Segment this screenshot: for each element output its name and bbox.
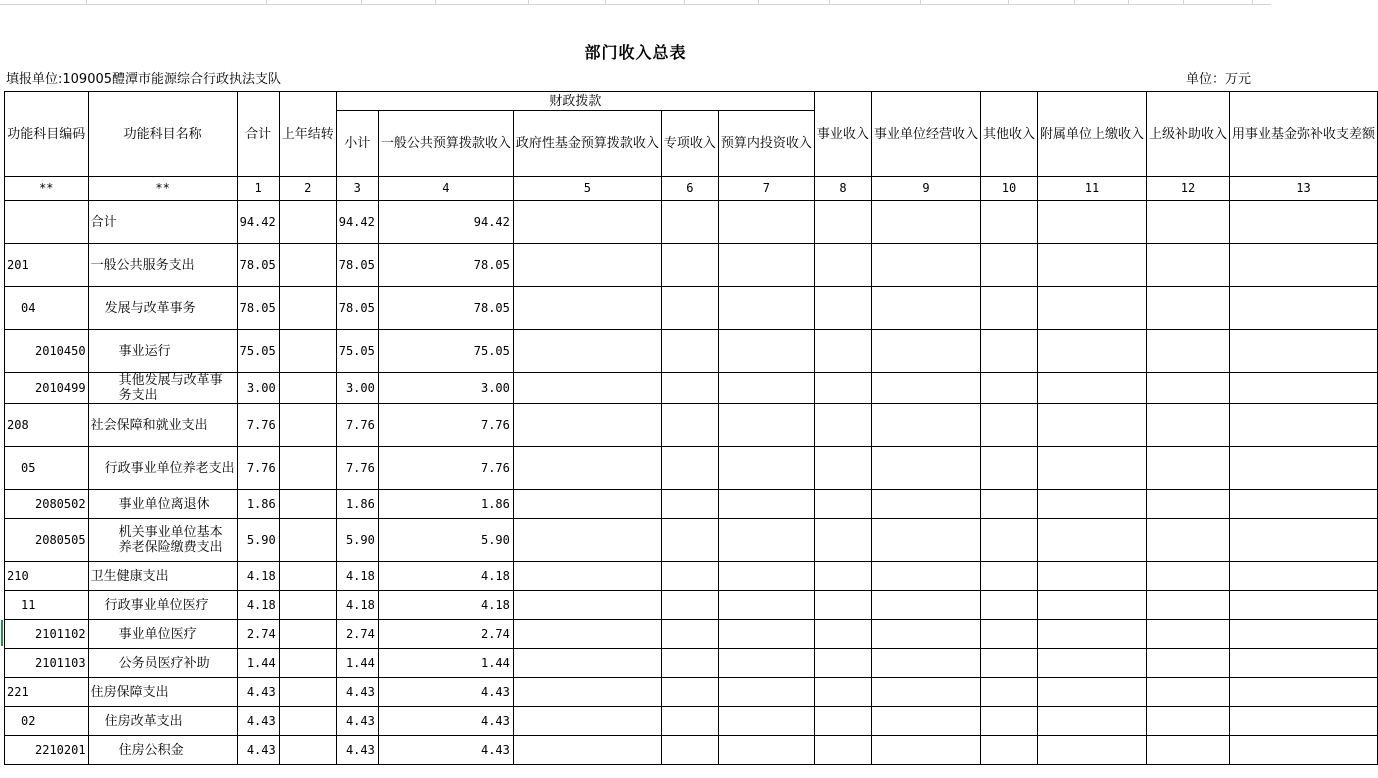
superior-cell[interactable] [1146,736,1229,765]
other-cell[interactable] [980,591,1037,620]
other-cell[interactable] [980,404,1037,447]
table-row[interactable] [5,447,1378,490]
superior-cell[interactable] [1146,330,1229,373]
business-cell[interactable] [814,330,871,373]
general-budget-cell[interactable]: 7.76 [378,447,513,490]
operating-cell[interactable] [871,678,980,707]
business-cell[interactable] [814,287,871,330]
business-cell[interactable] [814,447,871,490]
header-carryover: 上年结转 [279,92,336,177]
header-special: 专项收入 [661,111,718,177]
carryover-cell[interactable] [279,373,336,404]
header-budget-invest: 预算内投资收入 [718,111,814,177]
code-cell[interactable]: 201 [5,244,89,287]
index-cell: 13 [1230,177,1378,201]
superior-cell[interactable] [1146,404,1229,447]
subtotal-cell[interactable]: 1.44 [336,649,378,678]
header-general-budget: 一般公共预算拨款收入 [378,111,513,177]
general-budget-cell[interactable]: 4.43 [378,736,513,765]
affiliate-cell[interactable] [1037,620,1146,649]
affiliate-cell[interactable] [1037,591,1146,620]
index-cell: 6 [661,177,718,201]
operating-cell[interactable] [871,707,980,736]
header-other: 其他收入 [980,92,1037,177]
business-cell[interactable] [814,201,871,244]
subtotal-cell[interactable]: 2.74 [336,620,378,649]
gov-fund-cell[interactable] [513,447,661,490]
total-cell[interactable]: 4.18 [237,562,279,591]
business-cell[interactable] [814,490,871,519]
code-cell[interactable]: 210 [5,562,89,591]
general-budget-cell[interactable]: 4.18 [378,591,513,620]
superior-cell[interactable] [1146,519,1229,562]
table-row[interactable] [5,620,1378,649]
filing-unit: 填报单位:109005醴潭市能源综合行政执法支队 [6,72,282,87]
gov-fund-cell[interactable] [513,490,661,519]
budget-invest-cell[interactable] [718,678,814,707]
other-cell[interactable] [980,447,1037,490]
carryover-cell[interactable] [279,490,336,519]
header-subtotal: 小计 [336,111,378,177]
other-cell[interactable] [980,490,1037,519]
budget-invest-cell[interactable] [718,649,814,678]
total-cell[interactable]: 75.05 [237,330,279,373]
operating-cell[interactable] [871,519,980,562]
gov-fund-cell[interactable] [513,620,661,649]
special-cell[interactable] [661,244,718,287]
affiliate-cell[interactable] [1037,562,1146,591]
total-cell[interactable]: 1.44 [237,649,279,678]
affiliate-cell[interactable] [1037,201,1146,244]
subtotal-cell[interactable]: 7.76 [336,404,378,447]
fund-offset-cell[interactable] [1230,562,1378,591]
carryover-cell[interactable] [279,620,336,649]
business-cell[interactable] [814,736,871,765]
general-budget-cell[interactable]: 1.44 [378,649,513,678]
subtotal-cell[interactable]: 78.05 [336,244,378,287]
operating-cell[interactable] [871,447,980,490]
business-cell[interactable] [814,244,871,287]
name-cell[interactable]: 机关事业单位基本养老保险缴费支出 [88,519,237,562]
other-cell[interactable] [980,736,1037,765]
table-row[interactable] [5,244,1378,287]
total-cell[interactable]: 94.42 [237,201,279,244]
index-cell: 2 [279,177,336,201]
operating-cell[interactable] [871,373,980,404]
table-row[interactable] [5,287,1378,330]
operating-cell[interactable] [871,201,980,244]
index-cell: 1 [237,177,279,201]
budget-invest-cell[interactable] [718,244,814,287]
general-budget-cell[interactable]: 78.05 [378,244,513,287]
index-cell: 4 [378,177,513,201]
code-cell[interactable]: 2210201 [5,736,89,765]
subtotal-cell[interactable]: 3.00 [336,373,378,404]
affiliate-cell[interactable] [1037,287,1146,330]
fund-offset-cell[interactable] [1230,736,1378,765]
superior-cell[interactable] [1146,201,1229,244]
table-row[interactable] [5,707,1378,736]
superior-cell[interactable] [1146,620,1229,649]
header-affiliate: 附属单位上缴收入 [1037,92,1146,177]
total-cell[interactable]: 78.05 [237,287,279,330]
special-cell[interactable] [661,201,718,244]
name-cell[interactable]: 合计 [88,201,237,244]
other-cell[interactable] [980,562,1037,591]
superior-cell[interactable] [1146,707,1229,736]
code-cell[interactable]: 2101103 [5,649,89,678]
general-budget-cell[interactable]: 75.05 [378,330,513,373]
name-cell[interactable]: 行政事业单位医疗 [88,591,237,620]
other-cell[interactable] [980,244,1037,287]
carryover-cell[interactable] [279,707,336,736]
fund-offset-cell[interactable] [1230,287,1378,330]
carryover-cell[interactable] [279,287,336,330]
index-cell: 9 [871,177,980,201]
general-budget-cell[interactable]: 2.74 [378,620,513,649]
affiliate-cell[interactable] [1037,373,1146,404]
budget-invest-cell[interactable] [718,519,814,562]
name-cell[interactable]: 事业单位离退休 [88,490,237,519]
gov-fund-cell[interactable] [513,244,661,287]
business-cell[interactable] [814,404,871,447]
table-row[interactable] [5,591,1378,620]
general-budget-cell[interactable]: 3.00 [378,373,513,404]
operating-cell[interactable] [871,404,980,447]
index-cell: ** [88,177,237,201]
carryover-cell[interactable] [279,591,336,620]
code-cell[interactable]: 02 [5,707,89,736]
budget-invest-cell[interactable] [718,373,814,404]
operating-cell[interactable] [871,244,980,287]
gov-fund-cell[interactable] [513,678,661,707]
general-budget-cell[interactable]: 7.76 [378,404,513,447]
operating-cell[interactable] [871,649,980,678]
special-cell[interactable] [661,678,718,707]
code-cell[interactable]: 2101102 [5,620,89,649]
affiliate-cell[interactable] [1037,404,1146,447]
business-cell[interactable] [814,649,871,678]
carryover-cell[interactable] [279,447,336,490]
carryover-cell[interactable] [279,519,336,562]
special-cell[interactable] [661,373,718,404]
code-cell[interactable]: 208 [5,404,89,447]
budget-invest-cell[interactable] [718,490,814,519]
name-cell[interactable]: 住房保障支出 [88,678,237,707]
budget-invest-cell[interactable] [718,330,814,373]
special-cell[interactable] [661,736,718,765]
index-cell: 8 [814,177,871,201]
subtotal-cell[interactable]: 5.90 [336,519,378,562]
other-cell[interactable] [980,330,1037,373]
carryover-cell[interactable] [279,404,336,447]
other-cell[interactable] [980,620,1037,649]
header-total: 合计 [237,92,279,177]
carryover-cell[interactable] [279,330,336,373]
operating-cell[interactable] [871,620,980,649]
total-cell[interactable]: 7.76 [237,404,279,447]
header-fiscal-group: 财政拨款 [336,92,814,111]
affiliate-cell[interactable] [1037,244,1146,287]
subtotal-cell[interactable]: 94.42 [336,201,378,244]
table-row[interactable] [5,678,1378,707]
carryover-cell[interactable] [279,736,336,765]
superior-cell[interactable] [1146,287,1229,330]
fund-offset-cell[interactable] [1230,649,1378,678]
other-cell[interactable] [980,519,1037,562]
header-operating: 事业单位经营收入 [871,92,980,177]
fund-offset-cell[interactable] [1230,490,1378,519]
affiliate-cell[interactable] [1037,736,1146,765]
general-budget-cell[interactable]: 5.90 [378,519,513,562]
special-cell[interactable] [661,707,718,736]
operating-cell[interactable] [871,591,980,620]
fund-offset-cell[interactable] [1230,678,1378,707]
total-cell[interactable]: 7.76 [237,447,279,490]
fund-offset-cell[interactable] [1230,707,1378,736]
subtotal-cell[interactable]: 4.43 [336,678,378,707]
special-cell[interactable] [661,562,718,591]
budget-invest-cell[interactable] [718,447,814,490]
index-cell: 3 [336,177,378,201]
budget-invest-cell[interactable] [718,287,814,330]
other-cell[interactable] [980,707,1037,736]
header-gov-fund: 政府性基金预算拨款收入 [513,111,661,177]
spreadsheet-column-strip [0,0,1271,5]
business-cell[interactable] [814,373,871,404]
other-cell[interactable] [980,678,1037,707]
table-row[interactable] [5,404,1378,447]
header-fund-offset: 用事业基金弥补收支差额 [1230,92,1378,177]
subtotal-cell[interactable]: 1.86 [336,490,378,519]
table-row[interactable] [5,562,1378,591]
special-cell[interactable] [661,447,718,490]
name-cell[interactable]: 住房改革支出 [88,707,237,736]
affiliate-cell[interactable] [1037,447,1146,490]
affiliate-cell[interactable] [1037,330,1146,373]
table-row[interactable] [5,490,1378,519]
superior-cell[interactable] [1146,447,1229,490]
operating-cell[interactable] [871,736,980,765]
budget-invest-cell[interactable] [718,591,814,620]
other-cell[interactable] [980,201,1037,244]
gov-fund-cell[interactable] [513,404,661,447]
business-cell[interactable] [814,591,871,620]
header-business: 事业收入 [814,92,871,177]
special-cell[interactable] [661,620,718,649]
index-cell: 5 [513,177,661,201]
fund-offset-cell[interactable] [1230,519,1378,562]
row-selection-marker [1,620,3,646]
code-cell[interactable]: 2010499 [5,373,89,404]
special-cell[interactable] [661,330,718,373]
affiliate-cell[interactable] [1037,649,1146,678]
fund-offset-cell[interactable] [1230,330,1378,373]
index-cell: 12 [1146,177,1229,201]
general-budget-cell[interactable]: 4.18 [378,562,513,591]
index-row [5,177,1378,201]
special-cell[interactable] [661,591,718,620]
business-cell[interactable] [814,562,871,591]
superior-cell[interactable] [1146,244,1229,287]
subtotal-cell[interactable]: 4.43 [336,736,378,765]
fund-offset-cell[interactable] [1230,373,1378,404]
table-row[interactable] [5,736,1378,765]
gov-fund-cell[interactable] [513,330,661,373]
superior-cell[interactable] [1146,591,1229,620]
general-budget-cell[interactable]: 94.42 [378,201,513,244]
total-cell[interactable]: 4.18 [237,591,279,620]
total-cell[interactable]: 78.05 [237,244,279,287]
budget-invest-cell[interactable] [718,736,814,765]
revenue-table [4,91,1378,765]
name-cell[interactable]: 卫生健康支出 [88,562,237,591]
affiliate-cell[interactable] [1037,707,1146,736]
gov-fund-cell[interactable] [513,373,661,404]
fund-offset-cell[interactable] [1230,447,1378,490]
superior-cell[interactable] [1146,490,1229,519]
name-cell[interactable]: 发展与改革事务 [88,287,237,330]
index-cell: 7 [718,177,814,201]
business-cell[interactable] [814,678,871,707]
total-cell[interactable]: 5.90 [237,519,279,562]
budget-invest-cell[interactable] [718,707,814,736]
header-superior: 上级补助收入 [1146,92,1229,177]
table-row[interactable] [5,649,1378,678]
gov-fund-cell[interactable] [513,287,661,330]
budget-invest-cell[interactable] [718,562,814,591]
name-cell[interactable]: 社会保障和就业支出 [88,404,237,447]
operating-cell[interactable] [871,562,980,591]
general-budget-cell[interactable]: 4.43 [378,678,513,707]
fund-offset-cell[interactable] [1230,620,1378,649]
table-row[interactable] [5,519,1378,562]
other-cell[interactable] [980,287,1037,330]
general-budget-cell[interactable]: 1.86 [378,490,513,519]
name-cell[interactable]: 公务员医疗补助 [88,649,237,678]
index-cell: 11 [1037,177,1146,201]
fund-offset-cell[interactable] [1230,201,1378,244]
gov-fund-cell[interactable] [513,649,661,678]
budget-invest-cell[interactable] [718,404,814,447]
budget-invest-cell[interactable] [718,620,814,649]
gov-fund-cell[interactable] [513,201,661,244]
superior-cell[interactable] [1146,562,1229,591]
special-cell[interactable] [661,649,718,678]
budget-invest-cell[interactable] [718,201,814,244]
gov-fund-cell[interactable] [513,736,661,765]
carryover-cell[interactable] [279,201,336,244]
currency-unit: 单位：万元 [1185,72,1251,87]
total-cell[interactable]: 4.43 [237,736,279,765]
index-cell: 10 [980,177,1037,201]
name-cell[interactable]: 行政事业单位养老支出 [88,447,237,490]
gov-fund-cell[interactable] [513,562,661,591]
carryover-cell[interactable] [279,649,336,678]
index-cell: ** [5,177,89,201]
business-cell[interactable] [814,519,871,562]
gov-fund-cell[interactable] [513,707,661,736]
business-cell[interactable] [814,707,871,736]
superior-cell[interactable] [1146,678,1229,707]
special-cell[interactable] [661,519,718,562]
general-budget-cell[interactable]: 78.05 [378,287,513,330]
other-cell[interactable] [980,373,1037,404]
fund-offset-cell[interactable] [1230,591,1378,620]
carryover-cell[interactable] [279,678,336,707]
table-row[interactable] [5,201,1378,244]
total-cell[interactable]: 4.43 [237,707,279,736]
carryover-cell[interactable] [279,562,336,591]
special-cell[interactable] [661,287,718,330]
subtotal-cell[interactable]: 75.05 [336,330,378,373]
name-cell[interactable]: 住房公积金 [88,736,237,765]
gov-fund-cell[interactable] [513,519,661,562]
gov-fund-cell[interactable] [513,591,661,620]
code-cell[interactable]: 04 [5,287,89,330]
table-row[interactable] [5,330,1378,373]
table-row[interactable] [5,373,1378,404]
name-cell[interactable]: 事业运行 [88,330,237,373]
total-cell[interactable]: 1.86 [237,490,279,519]
superior-cell[interactable] [1146,373,1229,404]
subtotal-cell[interactable]: 4.18 [336,562,378,591]
affiliate-cell[interactable] [1037,490,1146,519]
fund-offset-cell[interactable] [1230,244,1378,287]
code-cell[interactable]: 221 [5,678,89,707]
fund-offset-cell[interactable] [1230,404,1378,447]
total-cell[interactable]: 2.74 [237,620,279,649]
code-cell[interactable]: 2080505 [5,519,89,562]
code-cell[interactable]: 05 [5,447,89,490]
name-cell[interactable]: 事业单位医疗 [88,620,237,649]
total-cell[interactable]: 3.00 [237,373,279,404]
code-cell[interactable]: 2010450 [5,330,89,373]
business-cell[interactable] [814,620,871,649]
code-cell[interactable]: 11 [5,591,89,620]
superior-cell[interactable] [1146,649,1229,678]
code-cell[interactable]: 2080502 [5,490,89,519]
affiliate-cell[interactable] [1037,519,1146,562]
special-cell[interactable] [661,404,718,447]
carryover-cell[interactable] [279,244,336,287]
name-cell[interactable]: 其他发展与改革事务支出 [88,373,237,404]
subtotal-cell[interactable]: 4.18 [336,591,378,620]
subtotal-cell[interactable]: 4.43 [336,707,378,736]
total-cell[interactable]: 4.43 [237,678,279,707]
operating-cell[interactable] [871,330,980,373]
code-cell[interactable] [5,201,89,244]
other-cell[interactable] [980,649,1037,678]
special-cell[interactable] [661,490,718,519]
header-name: 功能科目名称 [88,92,237,177]
report-title: 部门收入总表 [584,43,687,62]
operating-cell[interactable] [871,287,980,330]
affiliate-cell[interactable] [1037,678,1146,707]
operating-cell[interactable] [871,490,980,519]
subtotal-cell[interactable]: 7.76 [336,447,378,490]
name-cell[interactable]: 一般公共服务支出 [88,244,237,287]
header-code: 功能科目编码 [5,92,89,177]
general-budget-cell[interactable]: 4.43 [378,707,513,736]
subtotal-cell[interactable]: 78.05 [336,287,378,330]
